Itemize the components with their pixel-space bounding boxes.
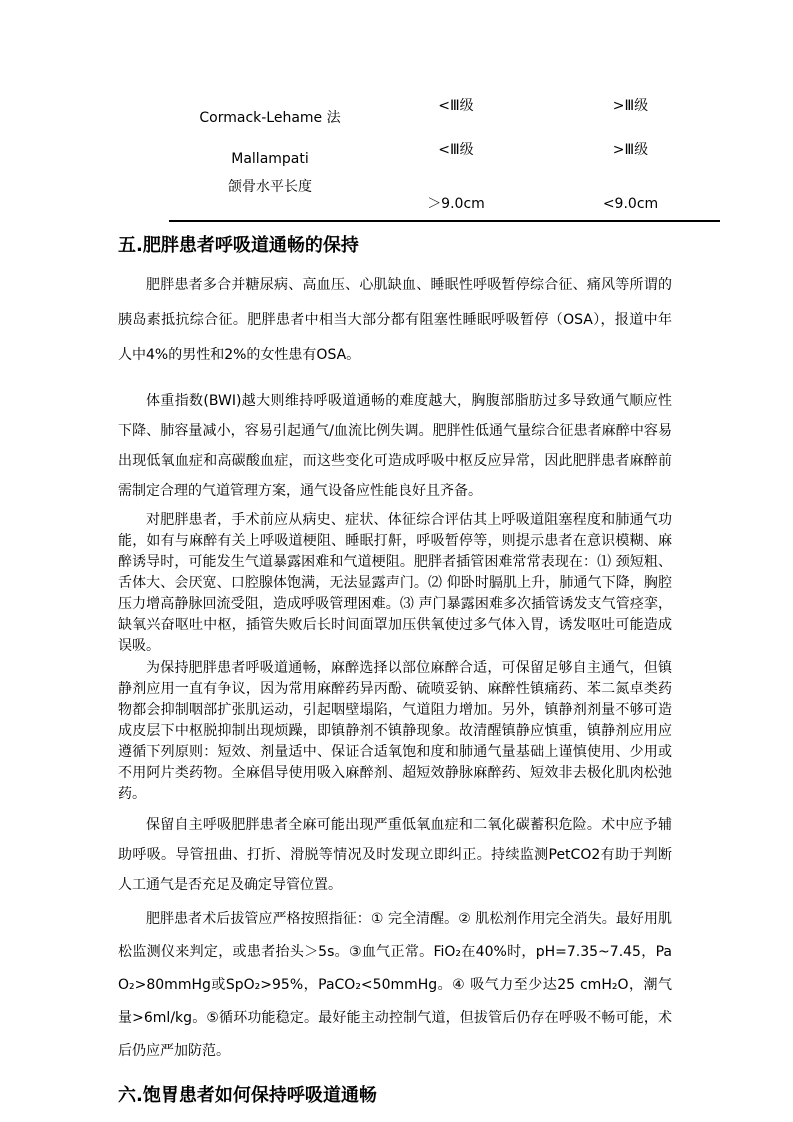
paragraph-spontaneous-breathing: 保留自主呼吸肥胖患者全麻可能出现严重低氧血症和二氧化碳蓄积危险。术中应予辅助呼吸。导管扭曲、打折、滑脱等情况及时发现立即纠正。持续监测PetCO2有助于判断人工通气是否充足及确定导管位置。: [118, 817, 672, 893]
airway-assessment-table: [169, 90, 720, 220]
table-row: [169, 90, 720, 134]
section-5-heading: 五.肥胖患者呼吸道通畅的保持: [118, 235, 359, 256]
row-value-difficult: >Ⅲ级: [612, 98, 649, 114]
table-row: [169, 134, 720, 178]
row-label: Mallampati: [231, 151, 309, 167]
row-value-difficult: <9.0cm: [602, 196, 659, 212]
row-value-difficult: >Ⅲ级: [612, 142, 649, 158]
table-bottom-rule: [169, 220, 720, 222]
paragraph-obesity-comorbidities: 肥胖患者多合并糖尿病、高血压、心肌缺血、睡眠性呼吸暂停综合征、痛风等所谓的胰岛素抵抗综合征。肥胖患者中相当大部分都有阻塞性睡眠呼吸暂停（OSA），报道中年人中4%的男性和2%的女性患有OSA。: [118, 277, 672, 363]
row-value-easy: <Ⅲ级: [438, 142, 474, 158]
paragraph-preop-assessment: 对肥胖患者，手术前应从病史、症状、体征综合评估其上呼吸道阻塞程度和肺通气功能，如有与麻醉有关上呼吸道梗阻、睡眠打鼾，呼吸暂停等，则提示患者在意识模糊、麻醉诱导时，可能发生气道暴露困难和气道梗阻。肥胖者插管困难常常表现在：⑴ 颈短粗、舌体大、会厌宽、口腔腺体饱满，无法显露声门。⑵ 仰卧时膈肌上升，肺通气下降，胸腔压力增高静脉回流受阻，造成呼吸管理困难。⑶ 声门暴露困难多次插管诱发支气管痉挛，缺氧兴奋呕吐中枢，插管失败后长时间面罩加压供氧使过多气体入胃，诱发呕吐可能造成误吸。: [118, 512, 672, 654]
paragraph-anesthesia-choice: 为保持肥胖患者呼吸道通畅，麻醉选择以部位麻醉合适，可保留足够自主通气，但镇静剂应用一直有争议，因为常用麻醉药异丙酚、硫喷妥钠、麻醉性镇痛药、苯二氮卓类药物都会抑制咽部扩张肌运动，引起咽壁塌陷，气道阻力增加。另外，镇静剂剂量不够可造成皮层下中枢脱抑制出现烦躁，即镇静剂不镇静现象。故清醒镇静应慎重，镇静剂应用应遵循下列原则：短效、剂量适中、保证合适氧饱和度和肺通气量基础上谨慎使用、少用或不用阿片类药物。全麻倡导使用吸入麻醉剂、超短效静脉麻醉药、短效非去极化肌肉松弛药。: [118, 660, 672, 802]
paragraph-bmi-ventilation: 体重指数(BWI)越大则维持呼吸道通畅的难度越大，胸腹部脂肪过多导致通气顺应性下降、肺容量减小，容易引起通气/血流比例失调。肥胖性低通气量综合征患者麻醉中容易出现低氧血症和高碳酸血症，而这些变化可造成呼吸中枢反应异常，因此肥胖患者麻醉前需制定合理的气道管理方案，通气设备应性能良好且齐备。: [118, 393, 672, 499]
row-label: Cormack-Lehame 法: [199, 110, 341, 126]
row-value-easy: ＞9.0cm: [427, 196, 485, 212]
row-label: 颌骨水平长度: [228, 179, 312, 195]
section-6-heading: 六.饱胃患者如何保持呼吸道通畅: [118, 1085, 377, 1106]
row-value-easy: <Ⅲ级: [438, 98, 474, 114]
paragraph-extubation-criteria: 肥胖患者术后拔管应严格按照指征：① 完全清醒。② 肌松剂作用完全消失。最好用肌松监测仪来判定，或患者抬头＞5s。③血气正常。FiO₂在40%时，pH=7.35~7.45，PaO₂>80mmHg或SpO₂>95%，PaCO₂<50mmHg。④ 吸气力至少达25 cmH₂O，潮气量>6ml/kg。⑤循环功能稳定。最好能主动控制气道，但拔管后仍存在呼吸不畅可能，术后仍应严加防范。: [118, 911, 672, 1059]
table-row: [169, 178, 720, 220]
